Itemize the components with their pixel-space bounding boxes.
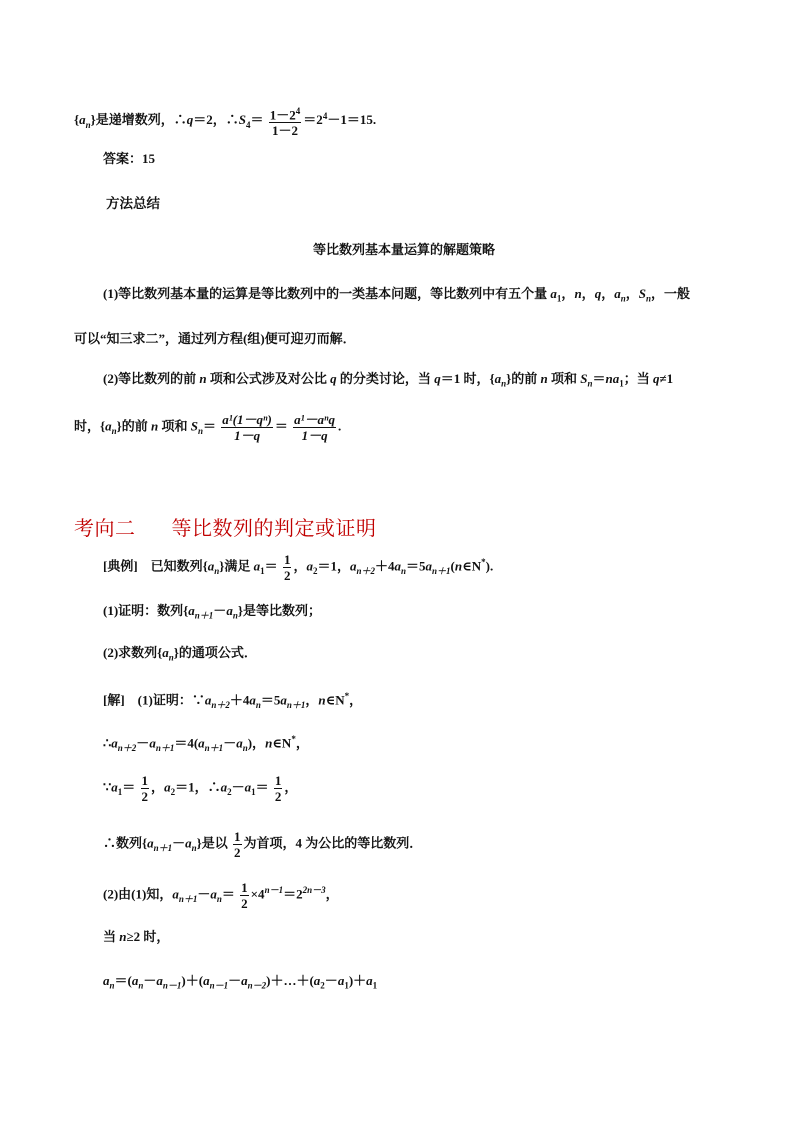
- sub: n: [191, 843, 197, 854]
- sup: n－1: [264, 885, 284, 896]
- var: a: [172, 886, 179, 902]
- solution-4: [103, 829, 422, 860]
- var: a: [366, 973, 373, 988]
- sub: 1: [260, 566, 265, 577]
- var: a: [550, 286, 557, 301]
- text: )＋: [348, 973, 367, 988]
- text: ∈N: [462, 558, 482, 574]
- text: －: [213, 603, 227, 618]
- numerator: 1: [234, 829, 241, 844]
- sub: n: [85, 119, 91, 130]
- sub: n: [587, 378, 593, 389]
- var: a: [210, 886, 217, 902]
- text: 项和公式涉及对公比: [206, 371, 331, 386]
- sup: *: [344, 691, 350, 701]
- method-title: 方法总结: [106, 196, 160, 212]
- var: a: [162, 645, 169, 660]
- sub: n: [242, 742, 248, 753]
- section-title: 等比数列的判定或证明: [171, 516, 377, 540]
- var: a: [236, 735, 243, 751]
- sub: n－2: [247, 980, 267, 991]
- var: a: [226, 603, 233, 618]
- sub: n: [401, 566, 407, 577]
- var: a: [149, 735, 156, 751]
- sup: 4: [322, 110, 328, 121]
- var: a: [241, 973, 248, 988]
- text: ，: [601, 286, 615, 301]
- var: a: [111, 779, 118, 795]
- text: 项和: [158, 418, 191, 434]
- denominator: 2: [234, 845, 241, 860]
- text: 为首项，4 为公比的等比数列．: [243, 835, 423, 851]
- var: a: [244, 779, 252, 795]
- sub: n: [138, 980, 144, 991]
- denominator: 1－q: [221, 427, 273, 443]
- text: ＝: [250, 112, 264, 128]
- solution-6: [103, 928, 169, 946]
- sub: n: [214, 566, 220, 577]
- var: S: [638, 286, 646, 301]
- denominator: 1－q: [293, 427, 336, 443]
- var: n: [540, 371, 548, 386]
- sub: n＋2: [117, 742, 137, 753]
- num: 1－2: [269, 107, 296, 123]
- text: ，: [561, 286, 575, 301]
- sub: n＋1: [194, 610, 214, 621]
- sub: n－1: [209, 980, 229, 991]
- sub: n－1: [162, 980, 182, 991]
- denominator: 1－2: [269, 122, 302, 138]
- question-1: [103, 602, 321, 625]
- text: 的分类讨论，当: [336, 371, 435, 386]
- text: }是递增数列，∴: [90, 112, 187, 128]
- var: a: [220, 779, 228, 795]
- text: ；当: [623, 371, 653, 386]
- solution-2: [103, 730, 309, 757]
- var: a: [280, 692, 287, 708]
- solution-3: [103, 773, 297, 804]
- var: n: [454, 558, 463, 574]
- var: n: [265, 735, 273, 751]
- text: －: [143, 973, 157, 988]
- text: )＋(: [181, 973, 204, 988]
- fraction: [141, 773, 150, 804]
- text: ＝2: [303, 112, 323, 128]
- var: a: [147, 835, 154, 851]
- sub: 2: [312, 566, 318, 577]
- sup: 4: [295, 106, 301, 116]
- fraction: [233, 829, 242, 860]
- numerator: 1: [241, 880, 248, 895]
- text: －1＝15.: [327, 112, 377, 128]
- text: ＋4: [374, 558, 395, 574]
- text: ，: [151, 779, 165, 795]
- var: a: [306, 558, 313, 574]
- var: a: [249, 692, 256, 708]
- sub: 1: [556, 293, 562, 304]
- var: a: [103, 973, 110, 988]
- text: [典例] 已知数列{: [103, 558, 208, 574]
- var: n: [119, 929, 127, 944]
- text: 项和: [547, 371, 581, 386]
- text: ，: [625, 286, 639, 301]
- sub: n＋1: [155, 742, 175, 753]
- numerator: [269, 104, 302, 122]
- text: ＝: [264, 558, 278, 574]
- text: ＝: [203, 418, 217, 434]
- var: S: [190, 418, 198, 434]
- text: ∵: [103, 779, 112, 795]
- var: a: [188, 603, 195, 618]
- text: ＝5: [260, 692, 281, 708]
- text: ，: [305, 692, 319, 708]
- var: a: [79, 112, 86, 128]
- line-1: [74, 104, 376, 138]
- strategy-title: 等比数列基本量运算的解题策略: [313, 242, 496, 257]
- fraction: [269, 104, 302, 138]
- var: n: [574, 286, 582, 301]
- sub: 1: [344, 980, 349, 991]
- text: }的前: [116, 418, 152, 434]
- text: ＝: [221, 886, 235, 902]
- text: ，: [349, 692, 363, 708]
- var: a: [203, 973, 210, 988]
- var: a: [349, 558, 357, 574]
- text: ＝1 时，{: [440, 371, 495, 386]
- var: a: [198, 735, 205, 751]
- text: 时，{: [74, 418, 106, 434]
- text: ×4: [250, 886, 265, 902]
- text: (2)等比数列的前: [103, 371, 200, 386]
- var: a: [207, 558, 215, 574]
- sub: n: [198, 426, 204, 437]
- fraction: [283, 552, 292, 583]
- sub: n: [645, 293, 651, 304]
- denominator: 2: [274, 789, 282, 804]
- section-heading: [74, 512, 377, 541]
- text: {: [74, 112, 80, 128]
- text: (: [450, 558, 455, 574]
- sub: n: [501, 378, 507, 389]
- text: (2)求数列{: [103, 645, 163, 660]
- text: )＋…＋(: [266, 973, 314, 988]
- text: ，: [581, 286, 595, 301]
- text: }是等比数列；: [237, 603, 321, 618]
- var: a: [204, 692, 212, 708]
- text: ＝4(: [174, 735, 199, 751]
- var: a: [313, 973, 321, 988]
- text: －: [228, 973, 242, 988]
- sub: n: [216, 894, 222, 905]
- text: ＝2，∴: [193, 112, 239, 128]
- denominator: 2: [283, 568, 291, 583]
- sub: n＋1: [204, 742, 224, 753]
- text: }满足: [219, 558, 254, 574]
- var: a: [185, 835, 192, 851]
- var: q: [652, 371, 660, 386]
- text: ∴: [103, 735, 112, 751]
- sub: n: [255, 699, 261, 710]
- text: ).: [485, 558, 494, 574]
- var: q: [186, 112, 194, 128]
- text: ∈N: [325, 692, 345, 708]
- sub: 1: [251, 787, 256, 798]
- text: ，: [295, 735, 309, 751]
- sub: n: [620, 293, 626, 304]
- text: ∈N: [272, 735, 292, 751]
- sub: n＋2: [211, 699, 230, 710]
- text: ＝1，∴: [175, 779, 221, 795]
- text: ＝: [274, 418, 288, 434]
- question-2: [103, 644, 257, 667]
- var: S: [238, 112, 247, 128]
- sub: 1: [619, 378, 624, 389]
- var: a: [494, 371, 502, 386]
- var: a: [425, 558, 433, 574]
- sup: 2n－3: [302, 885, 326, 896]
- sub: 4: [246, 119, 251, 130]
- text: ＝: [592, 371, 606, 386]
- text: ∴数列{: [103, 835, 148, 851]
- var: a: [614, 286, 621, 301]
- para-2-line-1: [103, 370, 673, 393]
- text: －: [136, 735, 150, 751]
- sup: *: [481, 557, 486, 568]
- text: ，: [325, 886, 339, 902]
- var: n: [318, 692, 326, 708]
- sub: n: [232, 610, 238, 621]
- text: ＝1，: [317, 558, 350, 574]
- text: －: [231, 779, 245, 795]
- section-number: 考向二: [74, 516, 136, 540]
- fraction: [293, 412, 336, 443]
- solution-5: [103, 880, 339, 911]
- text: ＋4: [229, 692, 250, 708]
- sub: n: [109, 980, 115, 991]
- text: }的前: [506, 371, 541, 386]
- answer: 答案：15: [103, 151, 156, 166]
- example: [103, 552, 493, 583]
- var: na: [605, 371, 620, 386]
- var: a: [394, 558, 401, 574]
- text: [解] (1)证明：∵: [103, 692, 205, 708]
- var: a: [337, 973, 345, 988]
- text: }是以: [196, 835, 228, 851]
- sub: 1: [117, 787, 123, 798]
- text: －: [197, 886, 211, 902]
- text: .: [338, 418, 342, 434]
- text: 当: [103, 929, 120, 944]
- denominator: 2: [141, 789, 149, 804]
- var: a: [111, 735, 118, 751]
- numerator: 1: [283, 552, 291, 567]
- numerator: 1: [274, 773, 282, 788]
- var: q: [330, 371, 337, 386]
- denominator: 2: [241, 896, 248, 911]
- text: ＝5: [406, 558, 426, 574]
- sub: n＋1: [286, 699, 306, 710]
- text: (1)证明：数列{: [103, 603, 189, 618]
- para-1-line-1: [103, 285, 690, 308]
- text: }的通项公式．: [173, 645, 257, 660]
- sub: 2: [320, 980, 325, 991]
- sub: 2: [227, 787, 232, 798]
- text: (1)等比数列基本量的运算是等比数列中的一类基本问题，等比数列中有五个量: [103, 286, 551, 301]
- numerator: a¹(1－qⁿ): [222, 412, 272, 427]
- solution-7: [103, 972, 377, 995]
- text: ＝2: [283, 886, 303, 902]
- var: n: [199, 371, 207, 386]
- para-2-line-2: [74, 412, 341, 443]
- text: －: [223, 735, 237, 751]
- var: q: [594, 286, 602, 301]
- sub: n＋2: [356, 566, 375, 577]
- text: ≥2 时，: [126, 929, 170, 944]
- sub: n＋1: [178, 894, 198, 905]
- fraction: [274, 773, 283, 804]
- text: ，一般: [650, 286, 690, 301]
- text: ＝: [255, 779, 269, 795]
- var: S: [580, 371, 588, 386]
- sub: n: [168, 652, 174, 663]
- text: －: [172, 835, 186, 851]
- var: a: [156, 973, 163, 988]
- var: n: [151, 418, 159, 434]
- text: ≠1: [659, 371, 674, 386]
- text: －: [324, 973, 338, 988]
- text: ＝(: [114, 973, 132, 988]
- var: a: [164, 779, 171, 795]
- para-1-line-2: 可以“知三求二”，通过列方程(组)便可迎刃而解．: [74, 331, 356, 346]
- text: ＝: [122, 779, 136, 795]
- var: a: [105, 418, 112, 434]
- numerator: a¹－aⁿq: [294, 412, 336, 427]
- text: ，: [293, 558, 307, 574]
- fraction: [221, 412, 273, 443]
- var: a: [253, 558, 261, 574]
- text: ，: [284, 779, 298, 795]
- sub: 1: [372, 980, 378, 991]
- sup: *: [291, 734, 296, 744]
- sub: n: [111, 426, 117, 437]
- text: (2)由(1)知，: [103, 886, 173, 902]
- var: a: [131, 973, 139, 988]
- fraction: [240, 880, 249, 911]
- sub: n＋1: [432, 566, 451, 577]
- sub: n＋1: [153, 843, 173, 854]
- numerator: 1: [141, 773, 149, 788]
- var: q: [434, 371, 441, 386]
- solution-1: [103, 687, 362, 714]
- sub: 2: [170, 787, 176, 798]
- text: )，: [247, 735, 266, 751]
